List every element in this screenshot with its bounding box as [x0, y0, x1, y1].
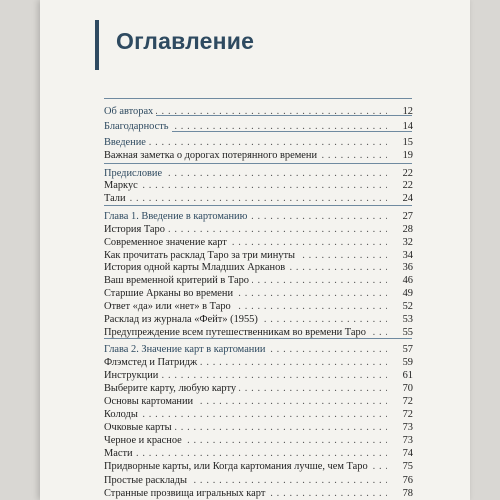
- toc-entry[interactable]: [104, 475, 387, 487]
- section-divider: [104, 98, 412, 99]
- toc-entry[interactable]: [104, 327, 387, 339]
- toc-entry-title: Предупреждение всем путешественникам во времени Таро: [104, 327, 369, 338]
- toc-entry-title: Расклад из журнала «Фейт» (1955): [104, 314, 261, 325]
- toc-entry-page: 73: [402, 422, 413, 433]
- page-title: Оглавление: [116, 28, 255, 54]
- toc-entry-page: 57: [402, 344, 413, 355]
- toc-entry-title: Странные прозвища игральных карт: [104, 488, 268, 499]
- toc-entry-page: 36: [402, 262, 413, 273]
- toc-entry-page: 22: [402, 180, 413, 191]
- toc-entry-page: 19: [402, 150, 413, 161]
- toc-entry[interactable]: [104, 435, 387, 447]
- toc-entry-title: Важная заметка о дорогах потерянного времени: [104, 150, 320, 161]
- toc-entry-page: 61: [402, 370, 413, 381]
- toc-entry-page: 53: [402, 314, 413, 325]
- section-divider: [104, 163, 412, 164]
- toc-entry-title: Введение: [104, 137, 149, 148]
- toc-entry-page: 76: [402, 475, 413, 486]
- toc-entry[interactable]: [104, 383, 387, 395]
- toc-entry[interactable]: [104, 488, 387, 500]
- toc-entry[interactable]: [104, 224, 387, 236]
- section-divider: [104, 205, 412, 206]
- toc-entry[interactable]: [104, 275, 387, 287]
- toc-entry-page: 55: [402, 327, 413, 338]
- toc-entry-page: 14: [402, 121, 413, 132]
- toc-entry[interactable]: [104, 344, 387, 356]
- toc-entry-title: Простые расклады: [104, 475, 190, 486]
- toc-entry-page: 15: [402, 137, 413, 148]
- toc-entry[interactable]: [104, 357, 387, 369]
- toc-entry-page: 73: [402, 435, 413, 446]
- toc-entry-page: 74: [402, 448, 413, 459]
- toc-entry-page: 24: [402, 193, 413, 204]
- toc-entry[interactable]: [104, 193, 387, 205]
- toc-entry[interactable]: [104, 314, 387, 326]
- toc-entry-title: История Таро: [104, 224, 168, 235]
- toc-entry-page: 70: [402, 383, 413, 394]
- toc-entry-title: Маркус: [104, 180, 141, 191]
- toc-entry[interactable]: [104, 262, 387, 274]
- toc-entry-title: Благодарность: [104, 121, 172, 132]
- toc-entry-title: Ответ «да» или «нет» в Таро: [104, 301, 234, 312]
- toc-entry[interactable]: [104, 121, 387, 133]
- toc-entry-page: 27: [402, 211, 413, 222]
- toc-entry-title: Ваш временной критерий в Таро: [104, 275, 252, 286]
- toc-entry-page: 52: [402, 301, 413, 312]
- toc-entry[interactable]: [104, 106, 387, 118]
- toc-entry-title: Черное и красное: [104, 435, 185, 446]
- toc-entry-title: Колоды: [104, 409, 141, 420]
- toc-entry[interactable]: [104, 288, 387, 300]
- toc-entry-title: Придворные карты, или Когда картомания лучше, чем Таро: [104, 461, 371, 472]
- toc-entry[interactable]: [104, 396, 387, 408]
- toc-entry-title: Старшие Арканы во времени: [104, 288, 236, 299]
- toc-entry[interactable]: [104, 211, 387, 223]
- toc-entry-title: Очковые карты: [104, 422, 175, 433]
- toc-entry-title: Основы картомании: [104, 396, 196, 407]
- toc-entry-title: Инструкции: [104, 370, 161, 381]
- toc-entry-page: 49: [402, 288, 413, 299]
- toc-entry-page: 22: [402, 168, 413, 179]
- toc-entry-page: 46: [402, 275, 413, 286]
- toc-entry[interactable]: [104, 180, 387, 192]
- toc-entry[interactable]: [104, 370, 387, 382]
- toc-entry[interactable]: [104, 168, 387, 180]
- toc-entry[interactable]: [104, 150, 387, 162]
- toc-entry-page: 75: [402, 461, 413, 472]
- toc-entry[interactable]: [104, 137, 387, 149]
- toc-entry-title: Как прочитать расклад Таро за три минуты: [104, 250, 298, 261]
- toc-entry-title: Масти: [104, 448, 136, 459]
- toc-entry-title: Флэмстед и Патридж: [104, 357, 200, 368]
- toc-entry[interactable]: [104, 301, 387, 313]
- toc-entry-page: 32: [402, 237, 413, 248]
- toc-entry[interactable]: [104, 448, 387, 460]
- toc-entry[interactable]: [104, 461, 387, 473]
- toc-entry-title: Глава 1. Введение в картоманию: [104, 211, 250, 222]
- toc-entry[interactable]: [104, 409, 387, 421]
- toc-entry[interactable]: [104, 237, 387, 249]
- toc-entry-title: Предисловие: [104, 168, 165, 179]
- toc-entry-page: 59: [402, 357, 413, 368]
- toc-entry-page: 78: [402, 488, 413, 499]
- toc-entry[interactable]: [104, 422, 387, 434]
- toc-entry-title: История одной карты Младших Арканов: [104, 262, 288, 273]
- toc-entry-title: Современное значение карт: [104, 237, 230, 248]
- toc-entry-title: Выберите карту, любую карту: [104, 383, 239, 394]
- toc-entry-page: 72: [402, 409, 413, 420]
- toc-entry-page: 34: [402, 250, 413, 261]
- toc-entry[interactable]: [104, 250, 387, 262]
- toc-entry-title: Тали: [104, 193, 129, 204]
- toc-entry-page: 72: [402, 396, 413, 407]
- toc-entry-title: Глава 2. Значение карт в картомании: [104, 344, 268, 355]
- toc-entry-page: 12: [402, 106, 413, 117]
- toc-entry-page: 28: [402, 224, 413, 235]
- toc-entry-title: Об авторах: [104, 106, 156, 117]
